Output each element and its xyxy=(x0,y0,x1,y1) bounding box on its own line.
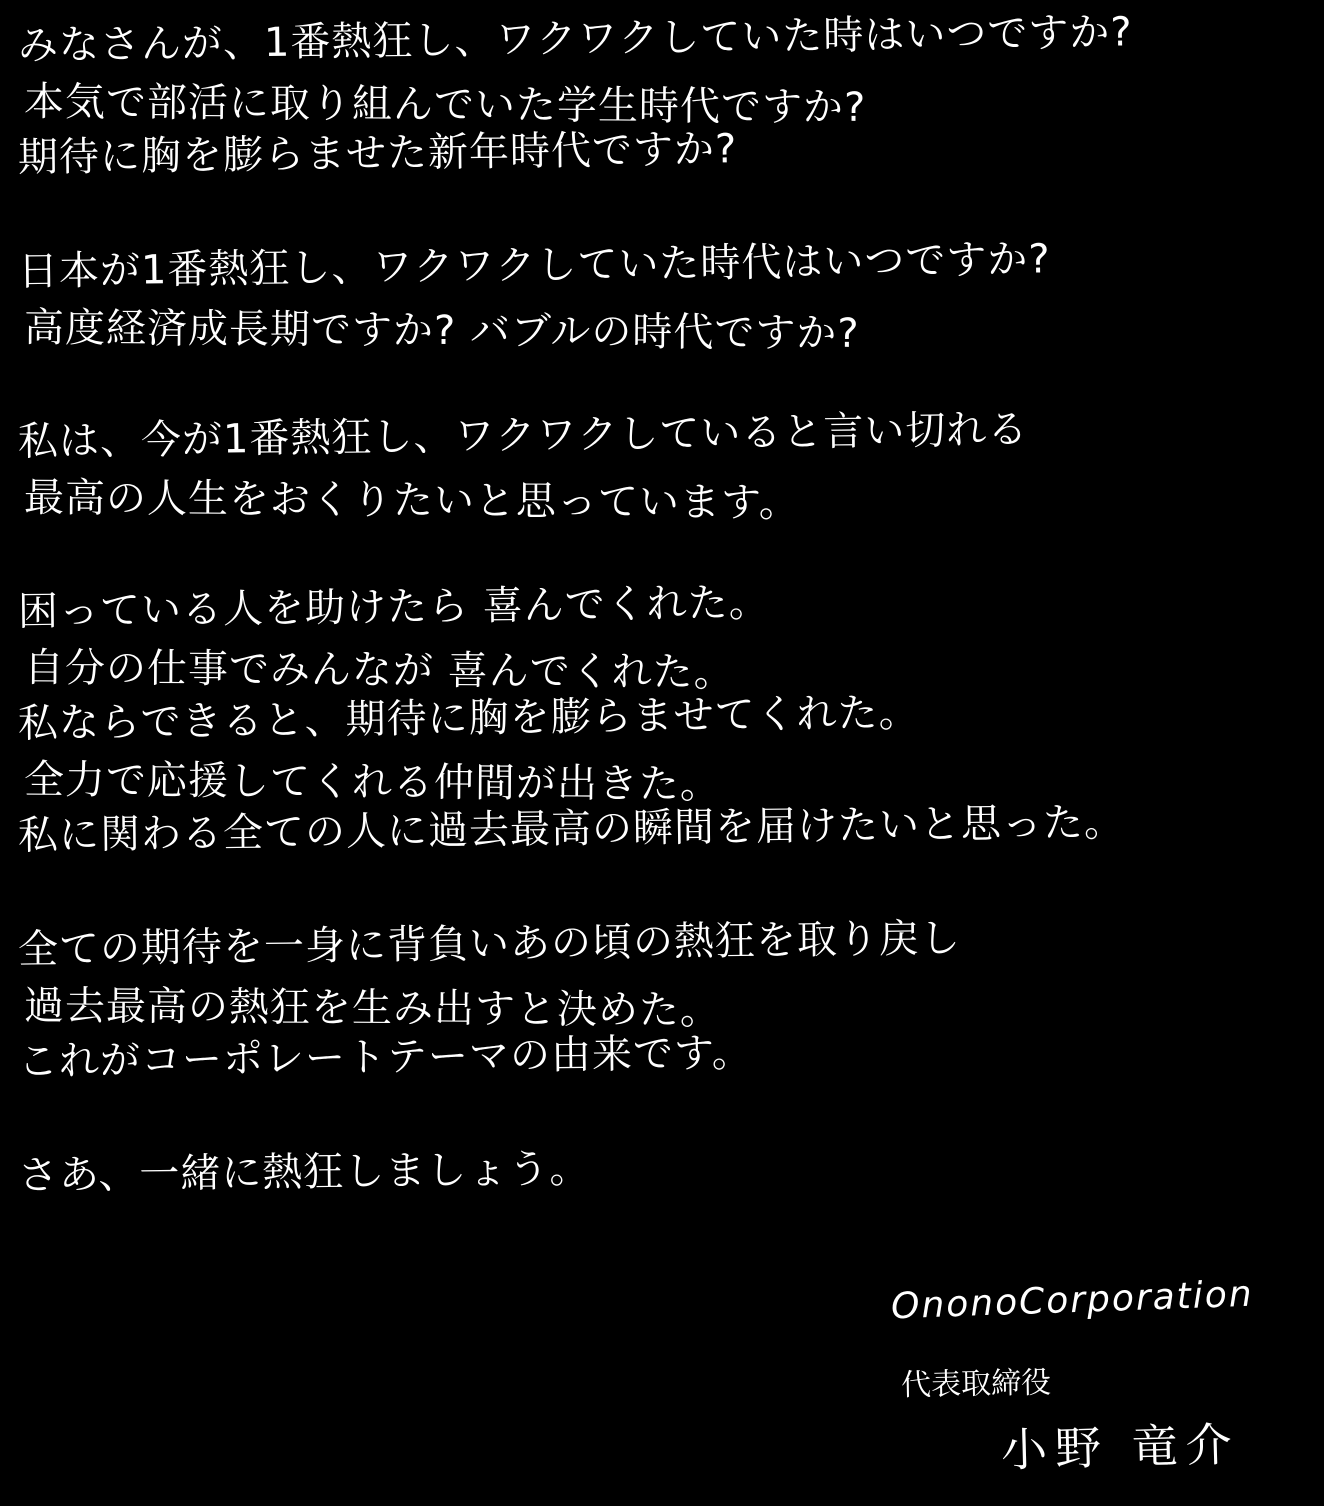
handwritten-line: 私に関わる全ての人に過去最高の瞬間を届けたいと思った。 xyxy=(17,799,1126,859)
handwritten-line: 自分の仕事でみんなが 喜んでくれた。 xyxy=(23,645,735,697)
signature-person-name: 小野 竜介 xyxy=(1000,1417,1241,1478)
handwritten-line: 本気で部活に取り組んでいた学生時代ですか? xyxy=(23,79,867,131)
handwritten-line: 日本が1番熱狂し、ワクワクしていた時代はいつですか? xyxy=(17,236,1051,295)
handwritten-line: 私ならできると、期待に胸を膨らませてくれた。 xyxy=(17,689,920,747)
signature-job-title: 代表取締役 xyxy=(901,1365,1052,1404)
paragraph-personal-question xyxy=(17,9,1314,186)
handwritten-line: 過去最高の熱狂を生み出すと決めた。 xyxy=(23,983,722,1034)
handwritten-line: 最高の人生をおくりたいと思っています。 xyxy=(23,475,800,527)
handwritten-line: これがコーポレートテーマの由来です。 xyxy=(17,1030,754,1085)
handwritten-line: さあ、一緒に熱狂しましょう。 xyxy=(17,1146,591,1199)
signature-company-name: OnonoCorporation xyxy=(890,1273,1255,1328)
paragraph-my-wish xyxy=(17,406,1314,527)
paragraph-japan-question xyxy=(17,236,1314,357)
handwritten-line: 私は、今が1番熱狂し、ワクワクしていると言い切れる xyxy=(17,406,1029,465)
paragraph-experiences xyxy=(17,579,1314,864)
handwritten-line: みなさんが、1番熱狂し、ワクワクしていた時はいつですか? xyxy=(17,9,1133,69)
handwritten-line: 期待に胸を膨らませた新年時代ですか? xyxy=(17,126,738,181)
handwritten-line: 全力で応援してくれる仲間が出きた。 xyxy=(23,757,722,808)
paragraph-resolution xyxy=(17,915,1314,1090)
signature-block xyxy=(890,1273,1255,1478)
handwritten-line: 困っている人を助けたら 喜んでくれた。 xyxy=(17,579,770,635)
paragraph-closing-call xyxy=(18,1148,1314,1204)
handwritten-line: 高度経済成長期ですか? バブルの時代ですか? xyxy=(23,305,860,357)
handwritten-line: 全ての期待を一身に背負いあの頃の熱狂を取り戻し xyxy=(17,915,962,973)
